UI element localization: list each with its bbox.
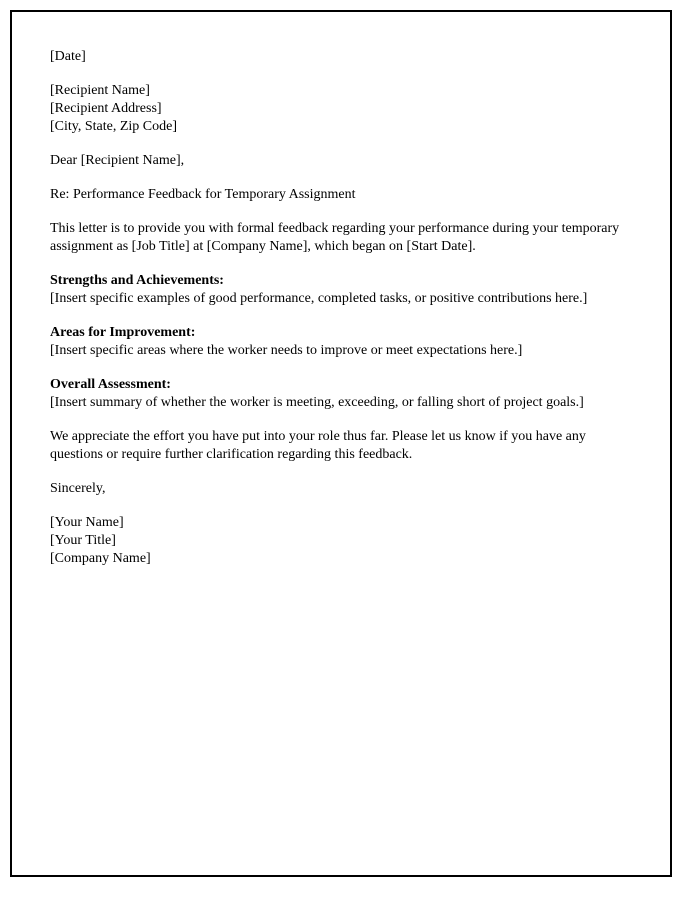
- salutation: Dear [Recipient Name],: [50, 153, 185, 168]
- recipient-name: [Recipient Name]: [50, 83, 150, 98]
- section-assessment-body: [Insert summary of whether the worker is meeting, exceeding, or falling short of project goals.]: [50, 395, 584, 410]
- recipient-address: [Recipient Address]: [50, 101, 162, 116]
- signature-company: [Company Name]: [50, 551, 151, 566]
- section-assessment-heading: Overall Assessment:: [50, 377, 171, 392]
- letter-content: [12, 12, 670, 620]
- section-strengths-heading: Strengths and Achievements:: [50, 273, 224, 288]
- section-improvement-heading: Areas for Improvement:: [50, 325, 196, 340]
- closing-paragraph: We appreciate the effort you have put into your role thus far. Please let us know if you have any questions or require further clarification regarding this feedback.: [50, 429, 586, 462]
- signature-title: [Your Title]: [50, 533, 116, 548]
- signoff: Sincerely,: [50, 481, 106, 496]
- section-improvement: [50, 324, 632, 360]
- subject-line: Re: Performance Feedback for Temporary Assignment: [50, 187, 356, 202]
- section-improvement-body: [Insert specific areas where the worker needs to improve or meet expectations here.]: [50, 343, 523, 358]
- date-line: [Date]: [50, 49, 86, 64]
- section-strengths: [50, 272, 632, 308]
- section-assessment: [50, 376, 632, 412]
- recipient-city-state-zip: [City, State, Zip Code]: [50, 119, 178, 134]
- signature-name: [Your Name]: [50, 515, 124, 530]
- intro-paragraph: This letter is to provide you with formal feedback regarding your performance during your temporary assignment as [Job Title] at [Company Name], which began on [Start Date].: [50, 221, 620, 254]
- letter-page: [10, 10, 672, 877]
- signature-block: [50, 514, 632, 568]
- section-strengths-body: [Insert specific examples of good performance, completed tasks, or positive contributions here.]: [50, 291, 588, 306]
- recipient-block: [50, 82, 632, 136]
